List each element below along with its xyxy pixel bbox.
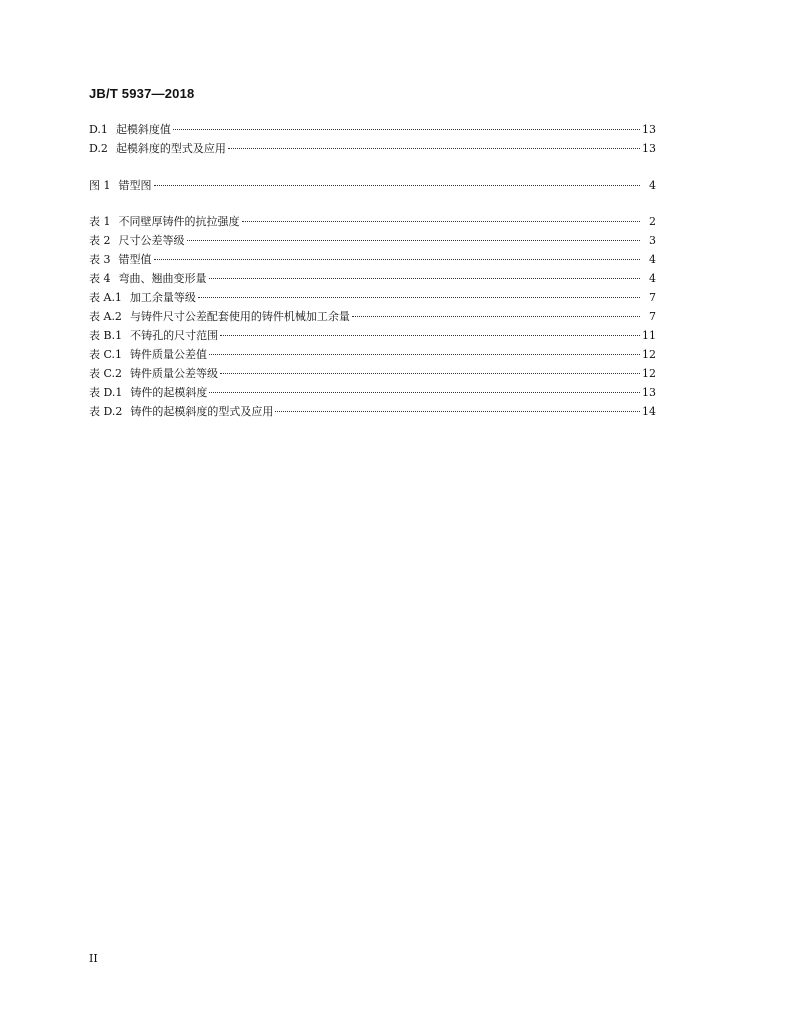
toc-tables-list: [89, 212, 656, 421]
toc-entry-page: 13: [642, 386, 656, 399]
toc-entry-number: 表 4: [89, 272, 111, 285]
toc-entry-title: 起模斜度值: [115, 123, 171, 136]
toc-entry-number: 表 A.2: [89, 310, 122, 323]
toc-dot-leader: [275, 411, 640, 412]
toc-dot-leader: [220, 373, 640, 374]
toc-entry-title: 起模斜度的型式及应用: [115, 142, 226, 155]
toc-entry-number: 表 C.1: [89, 348, 123, 361]
document-code: JB/T 5937—2018: [89, 86, 195, 101]
toc-entry[interactable]: [89, 176, 656, 195]
toc-entry[interactable]: [89, 231, 656, 250]
toc-entry[interactable]: [89, 288, 656, 307]
toc-dot-leader: [209, 278, 641, 279]
toc-entry-number: 表 D.2: [89, 405, 123, 418]
toc-entry-label: [89, 269, 207, 288]
toc-entry-label: [89, 288, 196, 307]
toc-entry-title: 错型值: [118, 253, 152, 266]
toc-dot-leader: [209, 354, 640, 355]
toc-entry-number: 图 1: [89, 179, 111, 192]
toc-entry[interactable]: [89, 383, 656, 402]
toc-entry-title: 铸件的起模斜度的型式及应用: [130, 405, 274, 418]
toc-entry-title: 与铸件尺寸公差配套使用的铸件机械加工余量: [129, 310, 350, 323]
toc-entry-label: [89, 307, 350, 326]
toc-entry-page: 14: [642, 405, 656, 418]
toc-entry[interactable]: [89, 250, 656, 269]
toc-entry-label: [89, 326, 218, 345]
toc-entry-number: 表 1: [89, 215, 111, 228]
toc-entry[interactable]: [89, 364, 656, 383]
toc-entry[interactable]: [89, 345, 656, 364]
toc-entry-title: 不同壁厚铸件的抗拉强度: [118, 215, 240, 228]
toc-entry-page: 2: [649, 215, 656, 228]
toc-entry-page: 13: [642, 142, 656, 155]
toc-figures-list: [89, 176, 656, 195]
toc-entry-label: [89, 139, 226, 158]
toc-entry-title: 尺寸公差等级: [118, 234, 185, 247]
toc-entry-page: 4: [649, 272, 656, 285]
toc-entry-label: [89, 383, 207, 402]
toc-dot-leader: [173, 129, 640, 130]
toc-entry-number: 表 D.1: [89, 386, 123, 399]
toc-entry-number: 表 2: [89, 234, 111, 247]
toc-entry[interactable]: [89, 307, 656, 326]
toc-entry-title: 铸件质量公差值: [130, 348, 208, 361]
toc-entry-number: 表 B.1: [89, 329, 123, 342]
toc-dot-leader: [352, 316, 640, 317]
toc-entry-title: 加工余量等级: [129, 291, 196, 304]
toc-entry-label: [89, 250, 152, 269]
toc-entry-page: 12: [642, 348, 656, 361]
toc-dot-leader: [242, 221, 641, 222]
toc-entry[interactable]: [89, 120, 656, 139]
toc-entry-label: [89, 364, 218, 383]
toc-dot-leader: [187, 240, 641, 241]
toc-entry-number: D.2: [89, 142, 108, 155]
toc-entry-label: [89, 212, 240, 231]
toc-entry-title: 弯曲、翘曲变形量: [118, 272, 207, 285]
toc-entry-page: 4: [649, 179, 656, 192]
toc-entry-number: 表 C.2: [89, 367, 123, 380]
toc-entry-title: 铸件质量公差等级: [130, 367, 219, 380]
toc-entry-page: 4: [649, 253, 656, 266]
toc-entry-label: [89, 176, 152, 195]
toc-entry-title: 错型图: [118, 179, 152, 192]
toc-entry-label: [89, 402, 273, 421]
page-number: II: [89, 952, 98, 965]
toc-entry-page: 3: [649, 234, 656, 247]
toc-entry[interactable]: [89, 212, 656, 231]
toc-entry-title: 不铸孔的尺寸范围: [130, 329, 219, 342]
toc-entry[interactable]: [89, 402, 656, 421]
toc-entry-number: 表 A.1: [89, 291, 122, 304]
toc-dot-leader: [154, 259, 641, 260]
toc-entry-number: 表 3: [89, 253, 111, 266]
toc-dot-leader: [154, 185, 641, 186]
toc-dot-leader: [209, 392, 640, 393]
toc-entry[interactable]: [89, 139, 656, 158]
toc-entry[interactable]: [89, 326, 656, 345]
toc-dot-leader: [228, 148, 640, 149]
toc-entry-page: 12: [642, 367, 656, 380]
toc-entry-label: [89, 345, 207, 364]
toc-entry-title: 铸件的起模斜度: [130, 386, 208, 399]
toc-entry-number: D.1: [89, 123, 108, 136]
toc-dot-leader: [198, 297, 640, 298]
toc-entry-page: 7: [649, 291, 656, 304]
toc-entry-label: [89, 231, 185, 250]
toc-entry-page: 11: [642, 329, 656, 342]
toc-entry[interactable]: [89, 269, 656, 288]
toc-entry-label: [89, 120, 171, 139]
toc-entry-page: 7: [649, 310, 656, 323]
toc-dot-leader: [220, 335, 640, 336]
toc-appendix-d-list: [89, 120, 656, 158]
toc-entry-page: 13: [642, 123, 656, 136]
